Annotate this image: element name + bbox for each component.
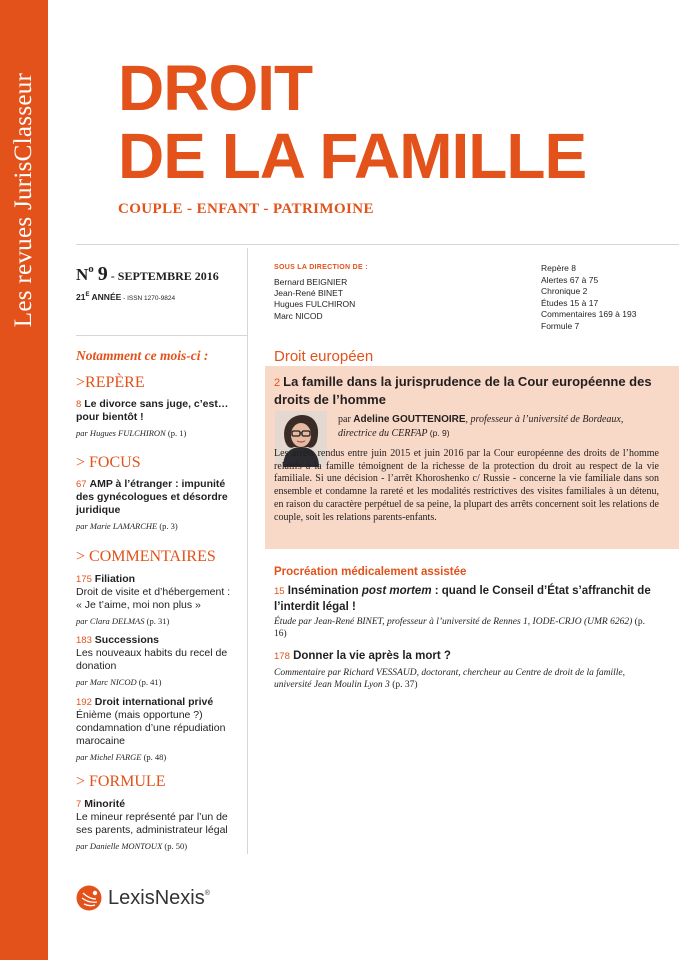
toc-entry[interactable]: 7 Minorité Le mineur représenté par l’un de ses parents, administrateur légal par Danielle MONTOUX (p. 50) <box>76 798 228 851</box>
section-heading-focus: > FOCUS <box>76 454 141 471</box>
featured-article-abstract: Les arrêts rendus entre juin 2015 et juin 2016 par la Cour européenne des droits de l’homme relatifs à la famille témoignent de la richesse de la protection du droit au respect de la vie familiale. Si une décision - l’arrêt Khoroshenko c/ Russie - concerne la vie familiale dans son ensemble et condamne la rareté et les modalités restrictives des visites familiales à un détenu, en raison du caractère perpétuel de sa peine, la plupart des arrêts concernent soit les relations de couple, soit les relations parents-enfants. <box>274 448 659 523</box>
director-name: Jean-René BINET <box>274 288 343 299</box>
contents-summary <box>541 263 636 333</box>
director-name: Bernard BEIGNIER <box>274 277 348 287</box>
masthead-divider <box>76 244 679 245</box>
contents-item: Formule 7 <box>541 320 580 331</box>
contents-item: Repère 8 <box>541 263 576 273</box>
column-divider <box>247 248 248 854</box>
section-heading-formule: > FORMULE <box>76 773 166 790</box>
editorial-direction <box>274 264 368 322</box>
toc-entry[interactable]: 192 Droit international privé Énième (mais opportune ?) condamnation d’une répudiation marocaine par Michel FARGE (p. 48) <box>76 696 226 762</box>
direction-heading: SOUS LA DIRECTION DE : <box>274 264 368 271</box>
section-heading-repere: >REPÈRE <box>76 374 145 391</box>
contents-item: Chronique 2 <box>541 286 588 297</box>
featured-article-author: par Adeline GOUTTENOIRE, professeur à l’université de Bordeaux, directrice du CERFAP (p. 9) <box>338 414 624 439</box>
highlights-heading: Notamment ce mois-ci : <box>76 348 209 363</box>
toc-entry[interactable]: 178 Donner la vie après la mort ? Commentaire par Richard VESSAUD, doctorant, chercheur au Centre de droit de la famille, université Jean Moulin Lyon 3 (p. 37) <box>274 650 626 690</box>
featured-article-title[interactable]: 2 La famille dans la jurisprudence de la Cour européenne des droits de l’homme <box>274 374 652 407</box>
toc-entry[interactable]: 183 Successions Les nouveaux habits du recel de donation par Marc NICOD (p. 41) <box>76 634 228 687</box>
director-name: Marc NICOD <box>274 310 323 321</box>
issue-number: $N^o$ 9 - SEPTEMBRE 2016 <box>76 263 219 285</box>
pma-heading: Procréation médicalement assistée <box>274 566 467 578</box>
toc-entry[interactable]: 67 AMP à l’étranger : impunité des gynécologues et désordre juridique par Marie LAMARCHE (p. 3) <box>76 478 228 531</box>
toc-entry[interactable]: 15 Insémination post mortem : quand le Conseil d’État s’affranchit de l’interdit légal ! Étude par Jean-René BINET, professeur à l’université de Rennes 1, IODE-CRJO (UMR 6262) (p. 16) <box>274 585 651 639</box>
featured-category: Droit européen <box>274 348 374 365</box>
toc-entry[interactable]: 175 Filiation Droit de visite et d’hébergement : « Je t’aime, moi non plus » par Clara DELMAS (p. 31) <box>76 573 231 626</box>
sidebar-band <box>0 0 48 960</box>
section-heading-commentaires: > COMMENTAIRES <box>76 548 216 565</box>
publisher-logo <box>76 885 210 911</box>
contents-item: Études 15 à 17 <box>541 297 599 308</box>
contents-item: Commentaires 169 à 193 <box>541 309 637 320</box>
toc-entry[interactable]: 8 Le divorce sans juge, c’est… pour bientôt ! par Hugues FULCHIRON (p. 1) <box>76 398 229 438</box>
journal-subtitle: COUPLE - ENFANT - PATRIMOINE <box>118 201 374 217</box>
sidebar-series-label: Les revues JurisClasseur <box>10 72 37 328</box>
journal-title-line-2: DE LA FAMILLE <box>118 120 587 192</box>
contents-item: Alertes 67 à 75 <box>541 274 599 285</box>
lexisnexis-emblem-icon <box>76 885 102 911</box>
publisher-name: LexisNexis® <box>108 886 210 909</box>
issue-year: $21^E$ ANNÉE - ISSN 1270-9824 <box>76 292 176 302</box>
left-section-divider <box>76 335 247 336</box>
journal-title-line-1: DROIT <box>118 52 313 124</box>
director-name: Hugues FULCHIRON <box>274 299 356 310</box>
